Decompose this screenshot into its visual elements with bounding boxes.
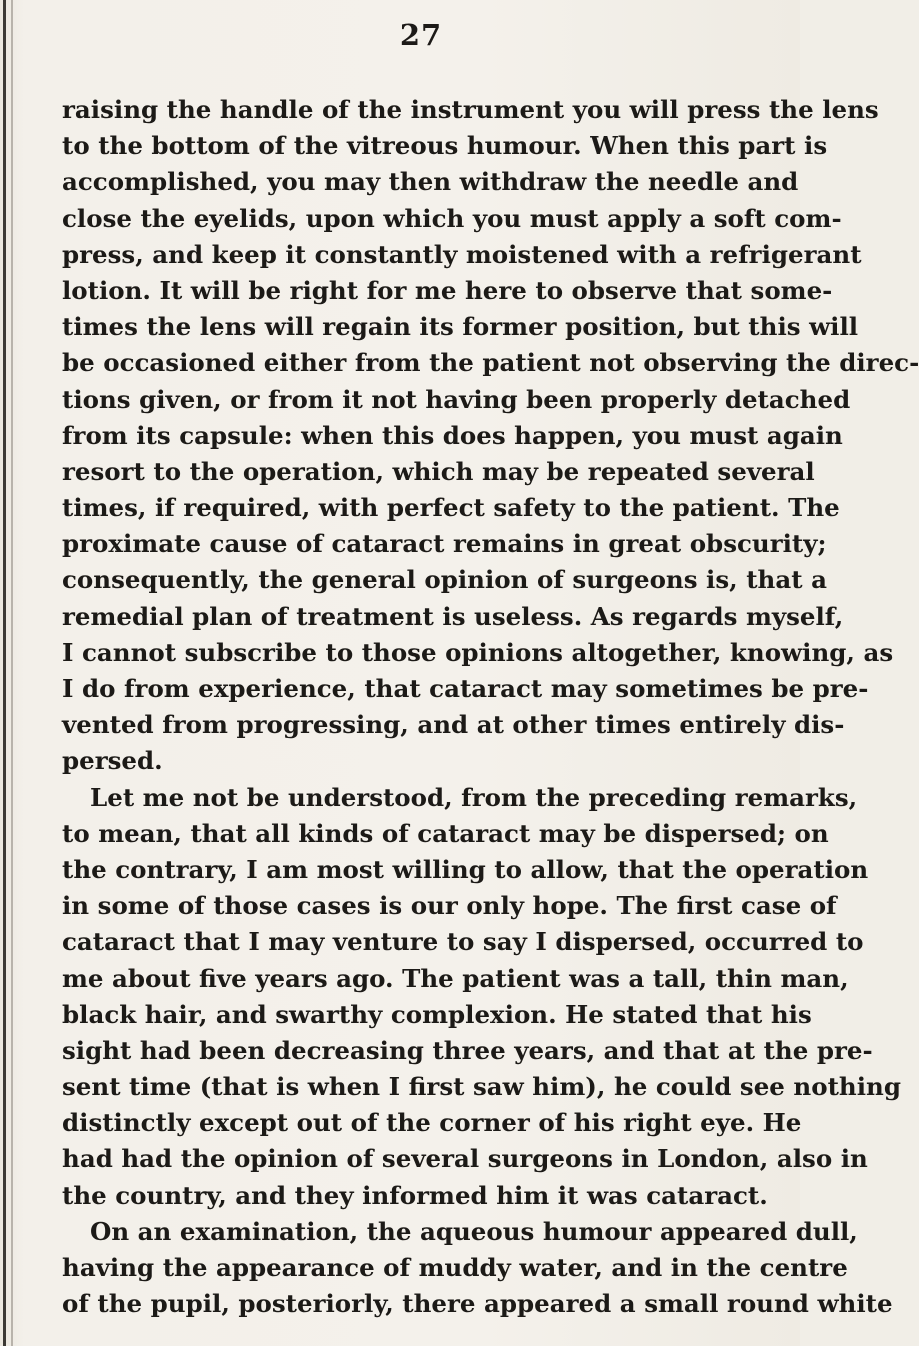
- text-line: in some of those cases is our only hope. The first case of: [62, 891, 837, 921]
- text-line: persed.: [62, 746, 163, 776]
- text-line: press, and keep it constantly moistened with a refrigerant: [62, 239, 862, 269]
- text-line: me about five years ago. The patient was a tall, thin man,: [62, 963, 849, 993]
- text-line: the country, and they informed him it was cataract.: [62, 1180, 768, 1210]
- text-line: times, if required, with perfect safety to the patient. The: [62, 493, 840, 523]
- text-line: cataract that I may venture to say I dispersed, occurred to: [62, 927, 864, 957]
- text-line: proximate cause of cataract remains in great obscurity;: [62, 529, 827, 559]
- text-line: Let me not be understood, from the preceding remarks,: [90, 782, 858, 812]
- text-line: distinctly except out of the corner of his right eye. He: [62, 1108, 802, 1138]
- text-line: accomplished, you may then withdraw the needle and: [62, 167, 799, 197]
- text-line: to the bottom of the vitreous humour. When this part is: [62, 131, 828, 161]
- text-line: resort to the operation, which may be repeated several: [62, 456, 815, 486]
- text-line: I do from experience, that cataract may sometimes be pre-: [62, 674, 869, 703]
- text-line: having the appearance of muddy water, and in the centre: [62, 1253, 848, 1282]
- text-line: On an examination, the aqueous humour appeared dull,: [90, 1216, 858, 1246]
- text-line: close the eyelids, upon which you must apply a soft com-: [62, 203, 842, 233]
- text-line: lotion. It will be right for me here to observe that some-: [62, 275, 833, 305]
- text-line: be occasioned either from the patient not observing the direc-: [62, 348, 919, 378]
- text-line: raising the handle of the instrument you will press the lens: [62, 95, 879, 124]
- body-text: [62, 92, 919, 1322]
- text-line: I cannot subscribe to those opinions altogether, knowing, as: [62, 637, 894, 667]
- text-line: sight had been decreasing three years, and that at the pre-: [62, 1035, 873, 1065]
- text-line: had had the opinion of several surgeons in London, also in: [62, 1144, 868, 1174]
- text-line: remedial plan of treatment is useless. As regards myself,: [62, 601, 844, 631]
- text-line: of the pupil, posteriorly, there appeared a small round white: [62, 1289, 893, 1319]
- text-line: to mean, that all kinds of cataract may be dispersed; on: [62, 818, 829, 848]
- binding-shadow: [11, 0, 13, 1346]
- text-line: tions given, or from it not having been properly detached: [62, 384, 851, 414]
- text-line: from its capsule: when this does happen, you must again: [62, 420, 843, 450]
- text-line: consequently, the general opinion of surgeons is, that a: [62, 565, 827, 595]
- text-line: times the lens will regain its former position, but this will: [62, 312, 859, 342]
- text-line: sent time (that is when I first saw him), he could see nothing: [62, 1072, 901, 1102]
- page-number: 27: [399, 18, 443, 52]
- text-line: black hair, and swarthy complexion. He stated that his: [62, 999, 812, 1029]
- text-line: vented from progressing, and at other times entirely dis-: [62, 710, 845, 740]
- binding-edge: [3, 0, 6, 1346]
- text-line: the contrary, I am most willing to allow, that the operation: [62, 854, 869, 884]
